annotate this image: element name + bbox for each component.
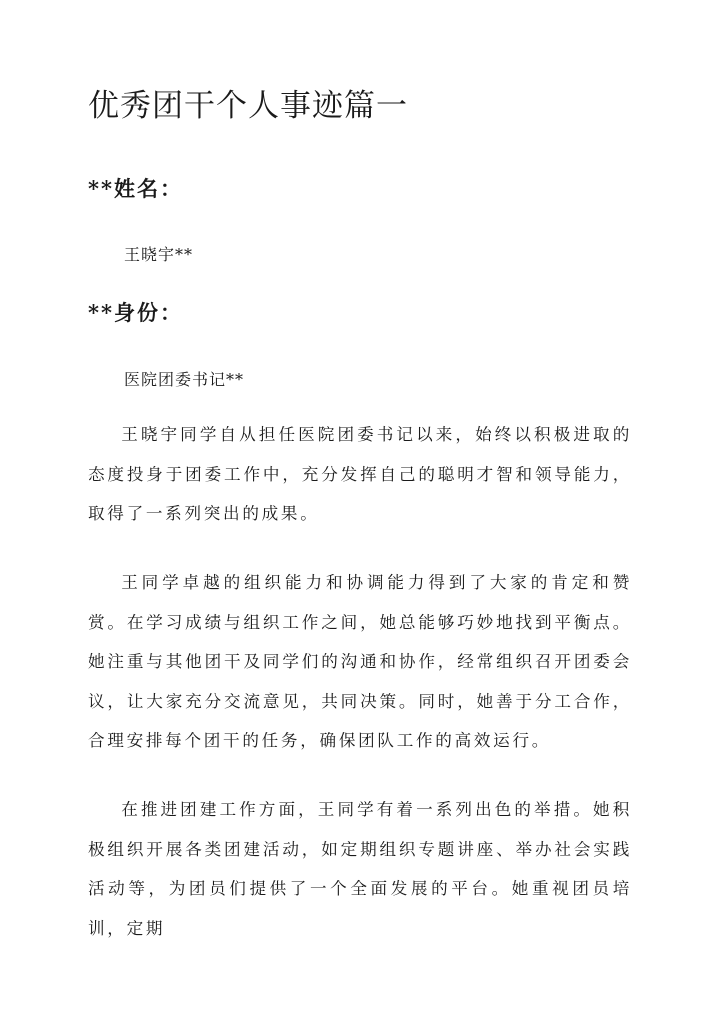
name-value: 王晓宇** <box>124 245 194 264</box>
paragraph-team-building: 在推进团建工作方面，王同学有着一系列出色的举措。她积极组织开展各类团建活动，如定期组织专题讲座、举办社会实践活动等，为团员们提供了一个全面发展的平台。她重视团员培训，定期 <box>88 800 632 938</box>
paragraph-intro: 王晓宇同学自从担任医院团委书记以来，始终以积极进取的态度投身于团委工作中，充分发挥自己的聪明才智和领导能力，取得了一系列突出的成果。 <box>88 425 632 523</box>
paragraph-organization: 王同学卓越的组织能力和协调能力得到了大家的肯定和赞赏。在学习成绩与组织工作之间，她总能够巧妙地找到平衡点。她注重与其他团干及同学们的沟通和协作，经常组织召开团委会议，让大家充分交流意见，共同决策。同时，她善于分工合作，合理安排每个团干的任务，确保团队工作的高效运行。 <box>88 573 632 750</box>
role-heading: **身份： <box>88 300 183 325</box>
document-title: 优秀团干个人事迹篇一 <box>88 88 408 124</box>
role-value: 医院团委书记** <box>124 370 245 389</box>
name-heading: **姓名： <box>88 176 183 201</box>
